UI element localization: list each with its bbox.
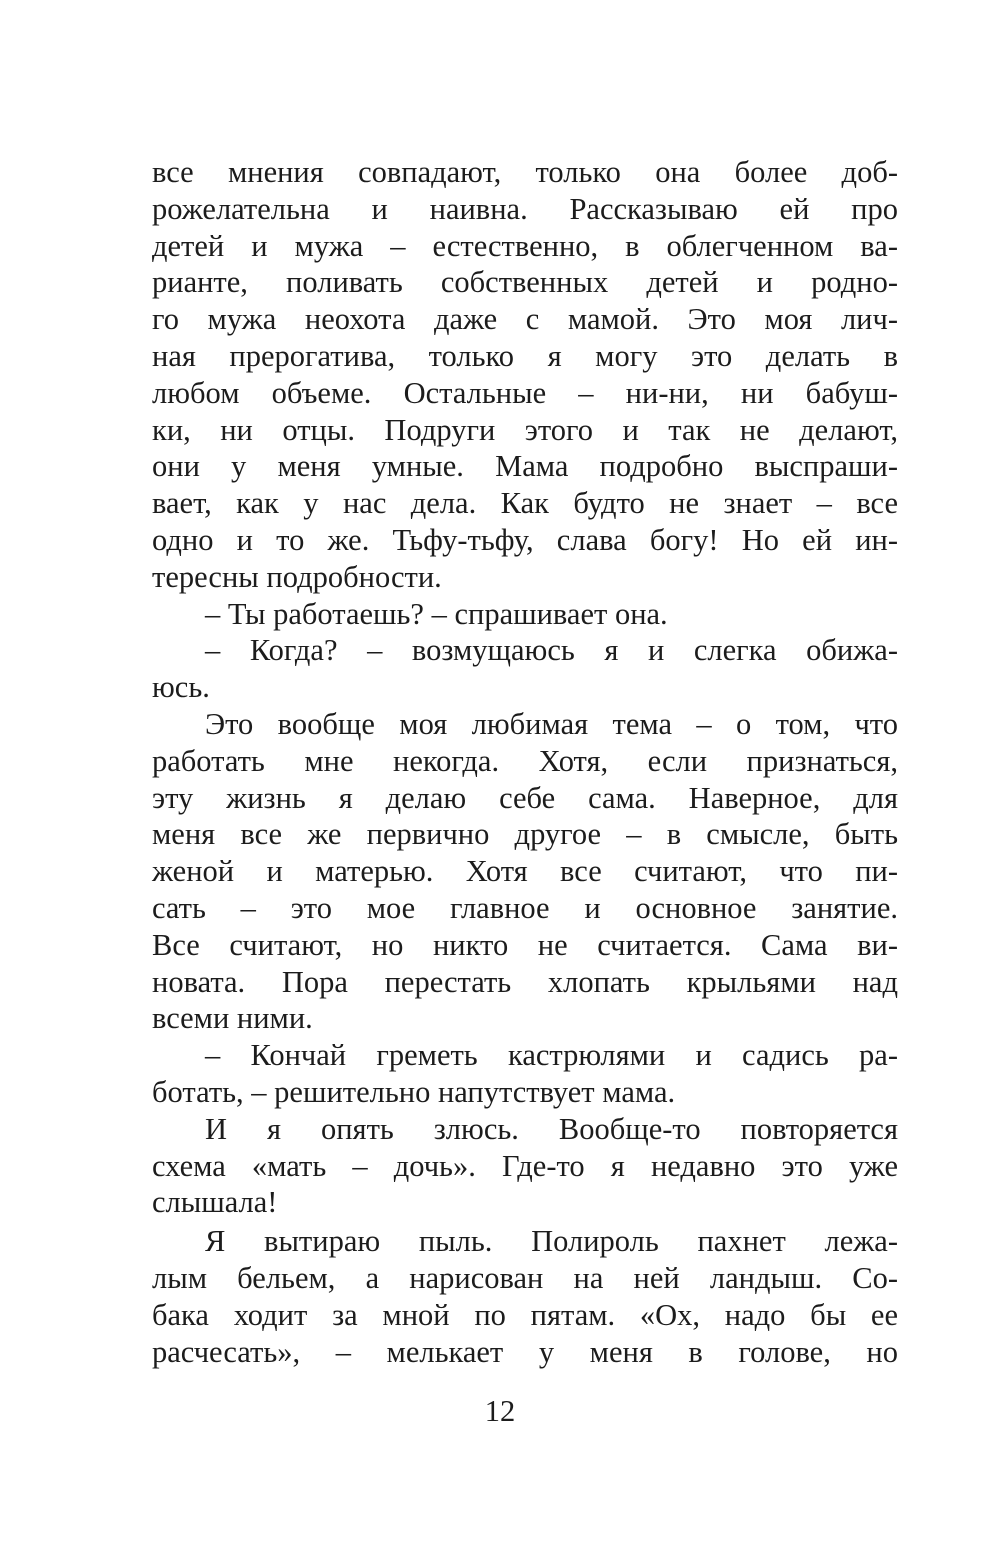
text-line: – Ты работаешь? – спрашивает она. xyxy=(205,596,668,631)
text-line: бака ходит за мной по пятам. «Ох, надо бы ее xyxy=(152,1297,898,1332)
text-line: И я опять злюсь. Вообще-то повторяется xyxy=(205,1111,898,1146)
text-line: они у меня умные. Мама подробно выспраши- xyxy=(152,449,898,484)
text-line: тересны подробности. xyxy=(152,559,442,594)
text-line: го мужа неохота даже с мамой. Это моя лич- xyxy=(152,302,898,337)
text-line: детей и мужа – естественно, в облегченном ва- xyxy=(152,228,898,263)
text-line: одно и то же. Тьфу-тьфу, слава богу! Но ей ин- xyxy=(152,522,898,557)
text-line: слышала! xyxy=(152,1185,278,1220)
page-number: 12 xyxy=(484,1394,516,1428)
text-line: вает, как у нас дела. Как будто не знает – все xyxy=(152,486,898,521)
text-line: расчесать», – мелькает у меня в голове, но xyxy=(152,1334,898,1369)
text-line: все мнения совпадают, только она более доб- xyxy=(152,155,898,189)
text-line: – Когда? – возмущаюсь я и слегка обижа- xyxy=(205,633,898,668)
text-line: Я вытираю пыль. Полироль пахнет лежа- xyxy=(205,1224,898,1259)
text-line: рианте, поливать собственных детей и родно- xyxy=(152,265,898,300)
text-line: лым бельем, а нарисован на ней ландыш. Со- xyxy=(152,1260,898,1295)
text-line: Это вообще моя любимая тема – о том, что xyxy=(205,706,898,741)
text-line: ки, ни отцы. Подруги этого и так не делают, xyxy=(152,412,898,447)
body-text xyxy=(152,154,898,1370)
text-line: ботать, – решительно напутствует мама. xyxy=(152,1074,676,1109)
text-line: ная прерогатива, только я могу это делать в xyxy=(152,338,898,373)
text-line: юсь. xyxy=(152,670,210,705)
text-line: любом объеме. Остальные – ни-ни, ни бабуш- xyxy=(152,375,898,410)
text-line: рожелательна и наивна. Рассказываю ей про xyxy=(152,191,898,226)
text-line: Все считают, но никто не считается. Сама ви- xyxy=(152,927,898,962)
text-line: женой и матерью. Хотя все считают, что пи- xyxy=(152,854,898,889)
text-line: работать мне некогда. Хотя, если признаться, xyxy=(152,743,898,778)
text-line: схема «мать – дочь». Где-то я недавно это уже xyxy=(152,1148,898,1183)
text-line: всеми ними. xyxy=(152,1001,313,1036)
text-line: меня все же первично другое – в смысле, быть xyxy=(152,817,898,852)
text-line: сать – это мое главное и основное занятие. xyxy=(152,890,898,925)
text-line: новата. Пора перестать хлопать крыльями над xyxy=(152,964,898,999)
text-line: эту жизнь я делаю себе сама. Наверное, для xyxy=(152,780,898,815)
text-line: – Кончай греметь кастрюлями и садись ра- xyxy=(205,1038,898,1073)
